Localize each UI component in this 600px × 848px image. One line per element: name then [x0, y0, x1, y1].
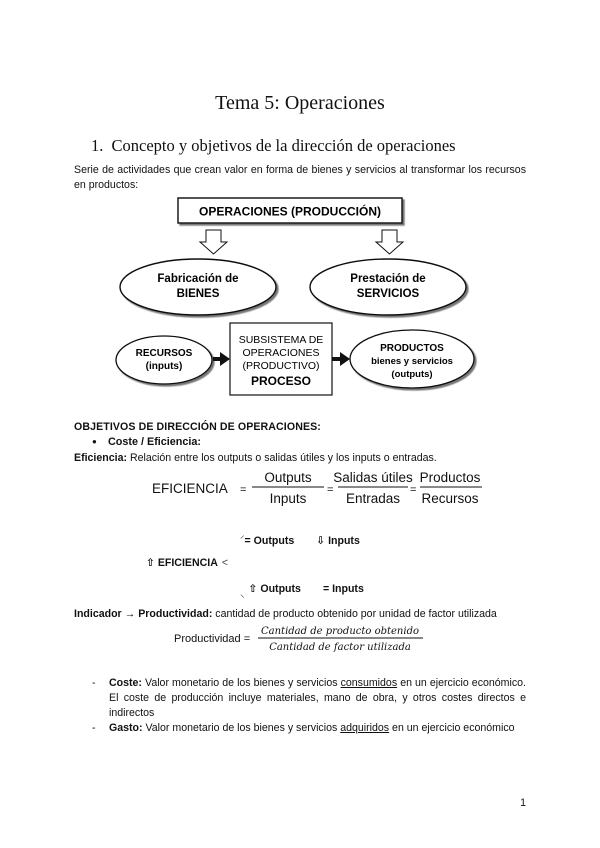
list-text-pre: Valor monetario de los bienes y servicios: [141, 677, 341, 689]
relation-1b: ⇩ Inputs: [316, 535, 360, 547]
relation-line-3: [240, 583, 364, 600]
productivity-lhs: Productividad =: [174, 633, 251, 645]
operations-diagram: [110, 196, 490, 396]
outputs-ellipse: [350, 330, 474, 388]
bullet-text: Coste / Eficiencia:: [108, 436, 202, 448]
intro-paragraph: Serie de actividades que crean valor en forma de bienes y servicios al transformar los recursos en productos:: [74, 164, 526, 191]
inputs-line2: (inputs): [145, 361, 183, 372]
efficiency-formula: [152, 468, 492, 508]
bullet-cost-efficiency: [92, 436, 201, 448]
goods-ellipse-line2: BIENES: [176, 288, 220, 300]
relation-mark-1: ⸝: [240, 530, 245, 540]
hollow-arrow-left: [200, 230, 227, 254]
hollow-arrow-right: [376, 230, 403, 254]
relation-3a: ⇧ Outputs: [248, 583, 301, 595]
inputs-ellipse: [116, 336, 212, 384]
definitions-list: [92, 676, 526, 736]
list-underlined: adquiridos: [340, 722, 390, 734]
fraction-2-den: Entradas: [345, 491, 401, 506]
goods-ellipse: [120, 259, 276, 315]
efficiency-definition: [74, 452, 437, 464]
fraction-2-num: Salidas útiles: [333, 470, 413, 485]
productivity-den: Cantidad de factor utilizada: [269, 642, 411, 653]
flow-arrow-1: [213, 352, 230, 366]
fraction-1-num: Outputs: [264, 470, 312, 485]
outputs-line3: (outputs): [391, 369, 433, 380]
formula-eq-3: =: [410, 484, 417, 496]
list-text-pre: Valor monetario de los bienes y servicios: [142, 722, 341, 734]
list-underlined: consumidos: [340, 677, 398, 689]
goods-ellipse-line1: Fabricación de: [157, 273, 239, 285]
section-title: Concepto y objetivos de la dirección de operaciones: [111, 136, 456, 155]
objectives-heading: OBJETIVOS DE DIRECCIÓN DE OPERACIONES:: [74, 421, 321, 433]
list-term: Gasto:: [109, 722, 143, 734]
process-line4: PROCESO: [250, 374, 312, 388]
indicator-term2: Productividad:: [138, 608, 213, 620]
indicator-arrow: →: [124, 608, 136, 620]
fraction-3-den: Recursos: [421, 491, 479, 506]
list-item-coste: [92, 676, 526, 721]
process-box: [230, 323, 332, 395]
inputs-line1: RECURSOS: [135, 348, 193, 359]
fraction-3-num: Productos: [419, 470, 481, 485]
efficiency-term: Eficiencia:: [74, 452, 127, 464]
services-ellipse: [310, 259, 466, 315]
efficiency-text: Relación entre los outputs o salidas útiles y los inputs o entradas.: [127, 452, 437, 464]
relation-2a: ⇧ EFICIENCIA: [146, 557, 218, 569]
list-text-post: en un ejercicio económico. El coste de producción incluye materiales, mano de obra, y otros costes directos e indirectos: [109, 677, 526, 719]
bullet-dot: ●: [92, 437, 97, 446]
process-line2: OPERACIONES: [242, 347, 320, 359]
productivity-formula: [172, 622, 432, 656]
operations-box-label: OPERACIONES (PRODUCCIÓN): [198, 204, 382, 219]
process-line3: (PRODUCTIVO): [242, 360, 320, 372]
formula-lhs: EFICIENCIA: [152, 481, 228, 496]
section-number: 1.: [91, 136, 104, 155]
list-dash: -: [92, 677, 96, 689]
indicator-line: [74, 608, 497, 620]
list-item-gasto: [92, 721, 526, 736]
indicator-text: cantidad de producto obtenido por unidad de factor utilizada: [212, 608, 497, 620]
services-ellipse-line1: Prestación de: [350, 273, 426, 285]
page-number: 1: [520, 797, 526, 809]
list-dash: -: [92, 722, 96, 734]
formula-eq-2: =: [327, 484, 334, 496]
operations-box: [178, 198, 402, 223]
relation-line-2: [146, 557, 228, 569]
relation-1a: = Outputs: [244, 535, 295, 547]
flow-arrow-2: [332, 352, 350, 366]
outputs-line2: bienes y servicios: [371, 356, 453, 367]
productivity-num: Cantidad de producto obtenido: [261, 626, 419, 637]
relation-line-1: [240, 528, 360, 547]
relation-3b: = Inputs: [322, 583, 364, 595]
indicator-term: Indicador: [74, 608, 122, 620]
relation-mark-2: <: [221, 557, 229, 569]
section-heading: [91, 136, 456, 156]
process-line1: SUBSISTEMA DE: [238, 334, 324, 346]
list-text-post: en un ejercicio económico: [389, 722, 515, 734]
list-term: Coste:: [109, 677, 142, 689]
relation-mark-3: ⸜: [240, 589, 245, 599]
services-ellipse-line2: SERVICIOS: [356, 288, 420, 300]
fraction-1-den: Inputs: [269, 491, 307, 506]
outputs-line1: PRODUCTOS: [380, 343, 444, 354]
formula-eq-1: =: [240, 484, 247, 496]
page-title: Tema 5: Operaciones: [215, 92, 385, 114]
